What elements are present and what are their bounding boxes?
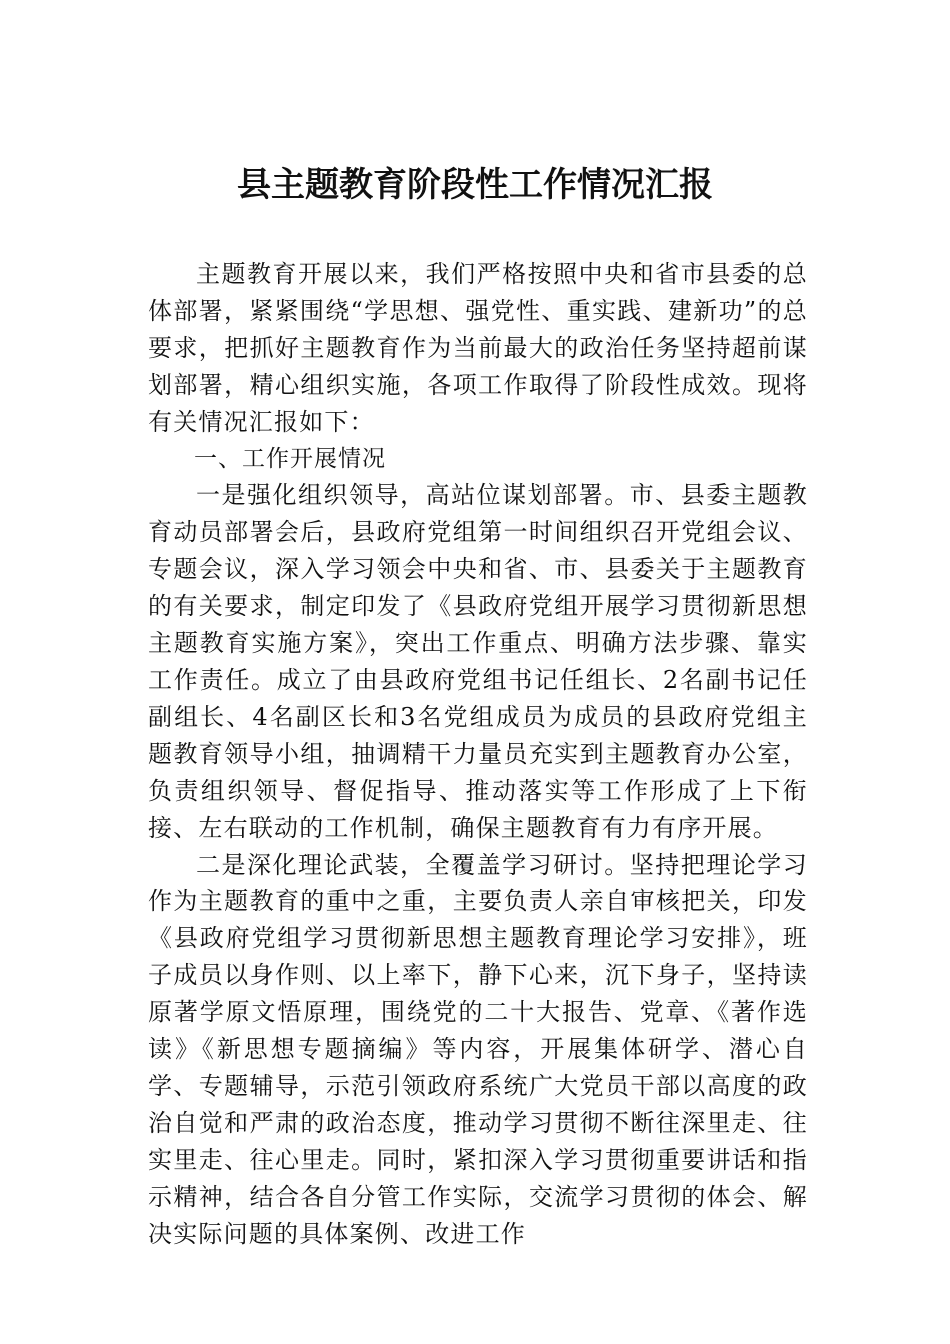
intro-paragraph: 主题教育开展以来，我们严格按照中央和省市县委的总体部署，紧紧围绕“学思想、强党性、重实践、建新功”的总要求，把抓好主题教育作为当前最大的政治任务坚持超前谋划部署，精心组织实施，各项工作取得了阶段性成效。现将有关情况汇报如下： xyxy=(148,260,808,436)
paragraph-organization-leadership: 一是强化组织领导，高站位谋划部署。市、县委主题教育动员部署会后，县政府党组第一时间组织召开党组会议、专题会议，深入学习领会中央和省、市、县委关于主题教育的有关要求，制定印发了《县政府党组开展学习贯彻新思想主题教育实施方案》，突出工作重点、明确方法步骤、靠实工作责任。成立了由县政府党组书记任组长、2名副书记任副组长、4名副区长和3名党组成员为成员的县政府党组主题教育领导小组，抽调精干力量员充实到主题教育办公室，负责组织领导、督促指导、推动落实等工作形成了上下衔接、左右联动的工作机制，确保主题教育有力有序开展。 xyxy=(148,481,808,842)
document-title: 县主题教育阶段性工作情况汇报 xyxy=(237,165,713,205)
paragraph-theory-study: 二是深化理论武装，全覆盖学习研讨。坚持把理论学习作为主题教育的重中之重，主要负责人亲自审核把关，印发《县政府党组学习贯彻新思想主题教育理论学习安排》，班子成员以身作则、以上率下，静下心来，沉下身子，坚持读原著学原文悟原理，围绕党的二十大报告、党章、《著作选读》《新思想专题摘编》等内容，开展集体研学、潜心自学、专题辅导，示范引领政府系统广大党员干部以高度的政治自觉和严肃的政治态度，推动学习贯彻不断往深里走、往实里走、往心里走。同时，紧扣深入学习贯彻重要讲话和指示精神，结合各自分管工作实际，交流学习贯彻的体会、解决实际问题的具体案例、改进工作 xyxy=(148,850,808,1248)
document-body xyxy=(148,256,808,1252)
section-heading-work-progress: 一、工作开展情况 xyxy=(194,445,386,472)
